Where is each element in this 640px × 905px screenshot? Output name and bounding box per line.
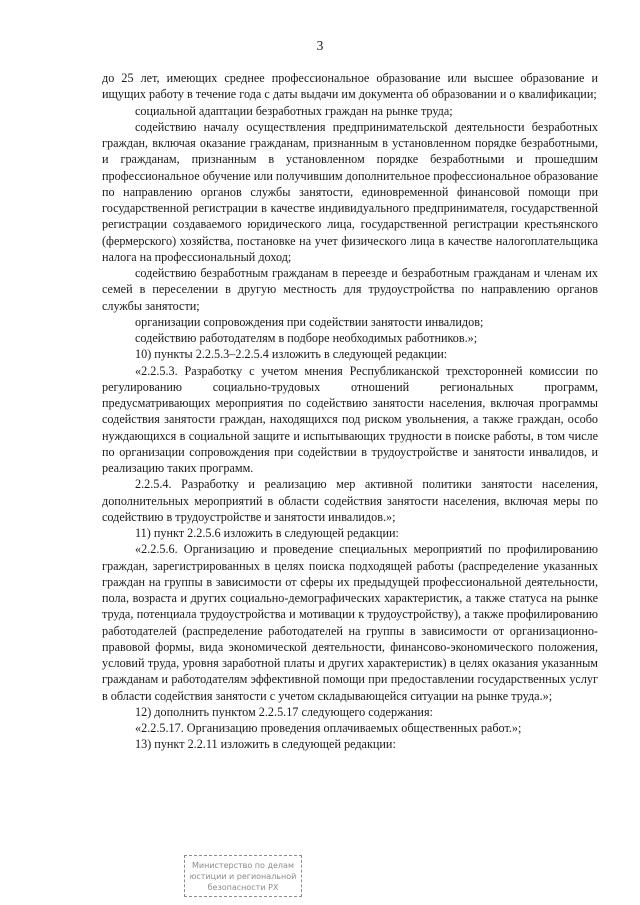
document-body bbox=[102, 70, 598, 753]
paragraph: 2.2.5.4. Разработку и реализацию мер активной политики занятости населения, дополнительных мероприятий в области содействия занятости населения, включая меры по содействию в трудоустройстве и занятости инвалидов.»; bbox=[102, 477, 598, 524]
paragraph: до 25 лет, имеющих среднее профессиональное образование или высшее образование и ищущих работу в течение года с даты выдачи им документа об образовании и о квалификации; bbox=[102, 71, 598, 102]
registration-stamp bbox=[184, 855, 302, 897]
paragraph: содействию работодателям в подборе необходимых работников.»; bbox=[135, 331, 478, 345]
paragraph: 11) пункт 2.2.5.6 изложить в следующей редакции: bbox=[135, 526, 399, 540]
paragraph: 10) пункты 2.2.5.3–2.2.5.4 изложить в следующей редакции: bbox=[135, 347, 448, 362]
page-number: 3 bbox=[316, 38, 324, 53]
paragraph: содействию безработным гражданам в переезде и безработным гражданам и членам их семей в переселении в другую местность для трудоустройства по направлению органов службы занятости; bbox=[102, 266, 598, 313]
paragraph: содействию началу осуществления предпринимательской деятельности безработных граждан, включая оказание гражданам, признанным в установленном порядке безработными, и гражданам, признанным в установленном порядке безработными и прошедшим профессиональное обучение или получившим дополнительное профессиональное образование по направлению органов службы занятости, единовременной финансовой помощи при государственной регистрации в качестве индивидуального предпринимателя, государственной регистрации создаваемого юридического лица, государственной регистрации крестьянского (фермерского) хозяйства, постановке на учет физического лица в качестве налогоплательщика налога на профессиональный доход; bbox=[102, 119, 598, 264]
paragraph: социальной адаптации безработных граждан на рынке труда; bbox=[135, 103, 453, 118]
paragraph: «2.2.5.17. Организацию проведения оплачиваемых общественных работ.»; bbox=[135, 721, 522, 735]
stamp-line: безопасности РХ bbox=[207, 883, 279, 892]
paragraph: «2.2.5.3. Разработку с учетом мнения Республиканской трехсторонней комиссии по регулированию социально-трудовых отношений региональных программ, предусматривающих мероприятия по содействию занятости населения, включая программы содействия занятости граждан, находящихся под риском увольнения, а также граждан, особо нуждающихся в социальной защите и испытывающих трудности в поиске работы, в том числе по организации сопровождения при содействии в трудоустройстве и занятости инвалидов, и реализацию таких программ. bbox=[102, 363, 598, 475]
paragraph: «2.2.5.6. Организацию и проведение специальных мероприятий по профилированию граждан, зарегистрированных в целях поиска подходящей работы (распределение указанных граждан на группы в зависимости от сферы их предыдущей профессиональной деятельности, пола, возраста и других социально-демографических характеристик, а также статуса на рынке труда, потенциала трудоустройства и мотивации к трудоустройству), а также профилированию работодателей (распределение работодателей на группы в зависимости от организационно-правовой формы, вида экономической деятельности, финансово-экономического положения, условий труда, уровня заработной платы и других характеристик) в целях оказания указанным гражданам и работодателям эффективной помощи при предоставлении государственных услуг в области содействия занятости с учетом складывающейся ситуации на рынке труда.»; bbox=[102, 542, 598, 703]
paragraph: 13) пункт 2.2.11 изложить в следующей редакции: bbox=[135, 737, 396, 752]
stamp-line: Министерство по делам bbox=[192, 861, 294, 870]
paragraph: 12) дополнить пунктом 2.2.5.17 следующего содержания: bbox=[135, 704, 433, 719]
stamp-line: юстиции и региональной bbox=[189, 872, 297, 881]
paragraph: организации сопровождения при содействии занятости инвалидов; bbox=[135, 314, 484, 329]
